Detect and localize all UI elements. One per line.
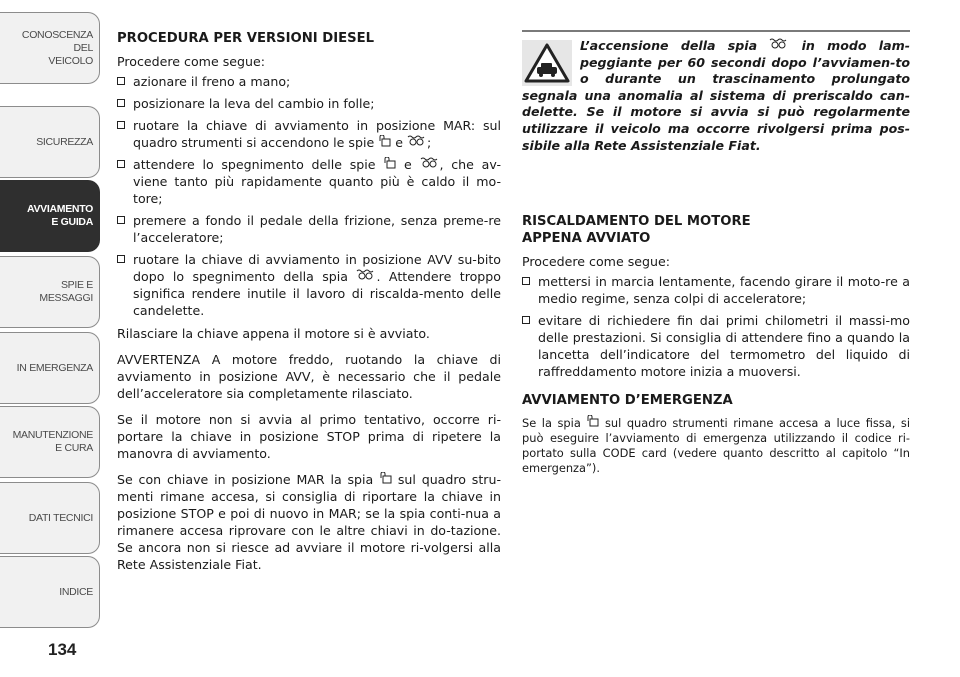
intro-text: Procedere come segue:	[522, 254, 670, 269]
tab-in-emergenza[interactable]: IN EMERGENZA	[0, 332, 100, 404]
page-number: 134	[48, 640, 77, 659]
list-item: posizionare la leva del cambio in folle;	[117, 95, 501, 112]
warning-triangle-icon	[522, 40, 572, 86]
tab-conoscenza-del-veicolo[interactable]: CONOSCENZA DEL VEICOLO	[0, 12, 100, 84]
list-item: evitare di richiedere fin dai primi chilometri il massi-mo delle prestazioni. Si consiglia di attendere fino a quando la lancetta dell’indicatore del termometro del liquido di raffreddamento motore inizia a muoversi.	[522, 312, 910, 380]
checkbox-bullet-icon	[117, 99, 125, 107]
emergency-start-text: Se la spia sul quadro strumenti rimane accesa a luce fissa, si può eseguire l’avviamento di emergenza utilizzando il codice ri-portato sulla CODE card (vedere quanto descritto al capitolo “In emergenza”).	[522, 416, 910, 475]
emergency-start-title: AVVIAMENTO D’EMERGENZA	[522, 393, 733, 408]
tab-avviamento-e-guida[interactable]: AVVIAMENTO E GUIDA	[0, 180, 100, 252]
tab-spie-e-messaggi[interactable]: SPIE E MESSAGGI	[0, 256, 100, 328]
section-title: RISCALDAMENTO DEL MOTORE APPENA AVVIATO	[522, 214, 751, 246]
procedure-steps	[117, 73, 501, 319]
tab-indice[interactable]: INDICE	[0, 556, 100, 628]
intro-text: Procedere come segue:	[117, 54, 265, 69]
immobilizer-icon	[383, 157, 396, 169]
list-item: premere a fondo il pedale della frizione, senza preme-re l’acceleratore;	[117, 212, 501, 246]
engine-warmup-section	[522, 213, 910, 485]
diesel-procedure-section	[117, 30, 501, 582]
immobilizer-light-text: Se con chiave in posizione MAR la spia sul quadro stru-menti rimane accesa, si consiglia di riportare la chiave in posizione STOP e poi di nuovo in MAR; se la spia conti-nua a rimanere accesa riprovare con le altre chiavi in do-tazione. Se ancora non si riesce ad avviare il motore ri-volgersi alla Rete Assistenziale Fiat.	[117, 472, 501, 572]
warning-box	[522, 38, 910, 154]
checkbox-bullet-icon	[522, 316, 530, 324]
tab-dati-tecnici[interactable]: DATI TECNICI	[0, 482, 100, 554]
immobilizer-icon	[378, 135, 391, 147]
section-title: PROCEDURA PER VERSIONI DIESEL	[117, 31, 375, 46]
tab-sicurezza[interactable]: SICUREZZA	[0, 106, 100, 178]
glow-plug-icon	[420, 157, 440, 169]
list-item: mettersi in marcia lentamente, facendo girare il moto-re a medio regime, senza colpi di acceleratore;	[522, 273, 910, 307]
warmup-steps	[522, 273, 910, 380]
checkbox-bullet-icon	[522, 277, 530, 285]
checkbox-bullet-icon	[117, 121, 125, 129]
list-item: attendere lo spegnimento delle spie e , che av-viene tanto più rapidamente quanto più è caldo il mo-tore;	[117, 156, 501, 207]
warning-top-rule	[522, 30, 910, 32]
warning-text: L’accensione della spia in modo lam-peggiante per 60 secondi dopo l’avviamen-to o durante un trascinamento prolungato segnala una anomalia al sistema di preriscaldo can-delette. Se il motore si avvia si può regolarmente utilizzare il veicolo ma occorre rivolgersi prima pos-sibile alla Rete Assistenziale Fiat.	[522, 38, 910, 153]
chapter-sidebar	[0, 0, 102, 677]
glow-plug-icon	[769, 38, 789, 50]
list-item: ruotare la chiave di avviamento in posizione AVV su-bito dopo lo spegnimento della spia . Attendere troppo significa rendere inutile il lavoro di riscalda-mento delle candelette.	[117, 251, 501, 319]
glow-plug-icon	[407, 135, 427, 147]
checkbox-bullet-icon	[117, 216, 125, 224]
glow-plug-icon	[356, 269, 376, 281]
list-item: azionare il freno a mano;	[117, 73, 501, 90]
immobilizer-icon	[586, 415, 599, 427]
release-key-text: Rilasciare la chiave appena il motore si è avviato.	[117, 326, 430, 341]
cold-engine-warning-text: AVVERTENZA A motore freddo, ruotando la chiave di avviamento in posizione AVV, è necessario che il pedale dell’acceleratore sia completamente rilasciato.	[117, 352, 501, 401]
checkbox-bullet-icon	[117, 160, 125, 168]
list-item: ruotare la chiave di avviamento in posizione MAR: sul quadro strumenti si accendono le spie e ;	[117, 117, 501, 151]
checkbox-bullet-icon	[117, 255, 125, 263]
checkbox-bullet-icon	[117, 77, 125, 85]
tab-manutenzione-e-cura[interactable]: MANUTENZIONE E CURA	[0, 406, 100, 478]
immobilizer-icon	[379, 472, 392, 484]
retry-start-text: Se il motore non si avvia al primo tentativo, occorre ri-portare la chiave in posizione STOP prima di ripetere la manovra di avviamento.	[117, 412, 501, 461]
